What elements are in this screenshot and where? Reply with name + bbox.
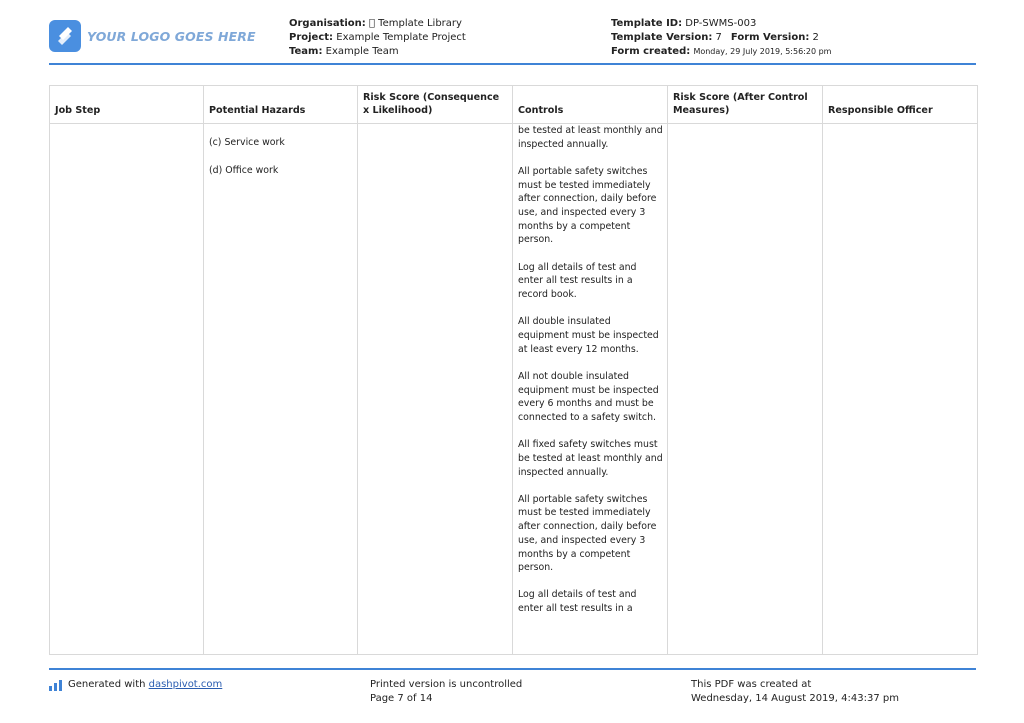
pdf-created: [691, 678, 899, 706]
team-line: Team: Example Team: [289, 46, 399, 57]
cell-risk-score: [358, 124, 513, 655]
control-paragraph: Log all details of test and enter all test results in a: [518, 589, 637, 615]
template-id-line: Template ID: DP-SWMS-003: [611, 18, 757, 29]
control-paragraph: All portable safety switches must be tested immediately after connection, daily before use, and inspected every 3 months by a competent person.: [518, 493, 657, 574]
logo-text: YOUR LOGO GOES HERE: [87, 29, 256, 44]
hazard-item: (d) Office work: [209, 164, 279, 176]
column-header-potential-hazards: Potential Hazards: [204, 86, 358, 124]
pdf-created-label: This PDF was created at: [691, 679, 812, 690]
form-version-value: 2: [812, 32, 819, 43]
footer-divider: [49, 668, 976, 670]
table-header-row: [50, 86, 978, 124]
organisation-line: Organisation:   Template Library: [289, 18, 462, 29]
project-line: Project: Example Template Project: [289, 32, 466, 43]
cell-job-step: [50, 124, 204, 655]
swms-table: [49, 85, 978, 655]
logo-mark-icon: [49, 20, 81, 52]
cell-responsible-officer: [823, 124, 978, 655]
column-header-responsible-officer: Responsible Officer: [823, 86, 978, 124]
bar-chart-icon: [49, 680, 64, 691]
column-header-risk-score-after: Risk Score (After Control Measures): [668, 86, 823, 124]
control-paragraph: All portable safety switches must be tested immediately after connection, daily before use, and inspected every 3 months by a competent person.: [518, 165, 657, 246]
form-created-line: Form created: Monday, 29 July 2019, 5:56:20 pm: [611, 46, 832, 57]
version-line: Template Version: 7 Form Version: 2: [611, 32, 819, 43]
pdf-created-date: Wednesday, 14 August 2019, 4:43:37 pm: [691, 693, 899, 704]
team-value: Example Team: [325, 46, 399, 57]
generated-with: Generated with dashpivot.com: [68, 679, 223, 690]
uncontrolled-notice: Printed version is uncontrolled: [370, 679, 523, 690]
control-paragraph: All double insulated equipment must be inspected at least every 12 months.: [518, 316, 659, 355]
form-created-value: Monday, 29 July 2019, 5:56:20 pm: [693, 47, 832, 56]
hazard-item: (c) Service work: [209, 137, 285, 148]
project-value: Example Template Project: [336, 32, 466, 43]
cell-potential-hazards: [204, 124, 358, 655]
column-header-controls: Controls: [513, 86, 668, 124]
print-notice: [370, 678, 522, 706]
template-version-value: 7: [715, 32, 722, 43]
template-id-value: DP-SWMS-003: [685, 18, 757, 29]
header-meta-project: [289, 17, 466, 59]
dashpivot-link[interactable]: dashpivot.com: [148, 679, 223, 690]
page-number: Page 7 of 14: [370, 693, 433, 704]
control-paragraph: All not double insulated equipment must be inspected every 6 months and must be connected to a safety switch.: [518, 370, 659, 423]
cell-controls: [513, 124, 668, 655]
control-paragraph: All fixed safety switches must be tested at least monthly and inspected annually.: [518, 439, 663, 478]
organisation-value:   Template Library: [368, 18, 462, 29]
cell-risk-score-after: [668, 124, 823, 655]
control-paragraph: be tested at least monthly and inspected annually.: [518, 125, 663, 150]
column-header-job-step: Job Step: [50, 86, 204, 124]
column-header-risk-score: Risk Score (Consequence x Likelihood): [358, 86, 513, 124]
header-divider: [49, 63, 976, 65]
table-row: [50, 124, 978, 655]
header-meta-template: [611, 17, 831, 59]
control-paragraph: Log all details of test and enter all test results in a record book.: [518, 261, 637, 301]
